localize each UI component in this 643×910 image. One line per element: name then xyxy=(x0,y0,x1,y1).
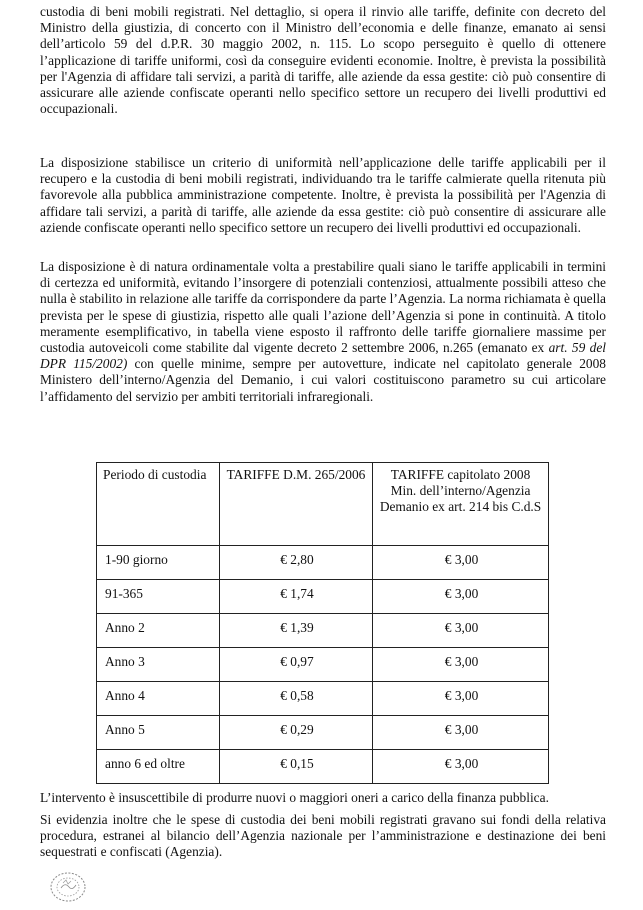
cell-period: 1-90 giorno xyxy=(97,546,220,580)
table-row xyxy=(97,614,549,648)
paragraph-uniformity-criterion: La disposizione stabilisce un criterio di uniformità nell’applicazione delle tariffe applicabili per il recupero e la custodia di beni mobili registrati, individuando tra le tariffe calmierate quella ritenuta più favorevole alla pubblica amministrazione competente. Inoltre, è prevista la possibilità per l'Agenzia di affidare tali servizi, a parità di tariffe, alle aziende da essa gestite: ciò può consentire di assicurare alle aziende confiscate operanti nello specifico settore un recupero dei livelli produttivi ed occupazionali. xyxy=(40,155,606,235)
cell-dm: € 1,39 xyxy=(219,614,372,648)
cell-dm: € 0,15 xyxy=(219,750,372,784)
cell-capitolato: € 3,00 xyxy=(373,580,549,614)
table-row xyxy=(97,546,549,580)
cell-capitolato: € 3,00 xyxy=(373,716,549,750)
table-row xyxy=(97,648,549,682)
cell-capitolato: € 3,00 xyxy=(373,648,549,682)
cell-capitolato: € 3,00 xyxy=(373,546,549,580)
cell-capitolato: € 3,00 xyxy=(373,614,549,648)
header-dm-tariffs: TARIFFE D.M. 265/2006 xyxy=(219,463,372,546)
table-row xyxy=(97,750,549,784)
paragraph-no-new-charges: L’intervento è insuscettibile di produrre nuovi o maggiori oneri a carico della finanza pubblica. xyxy=(40,790,549,805)
paragraph-italic-reference: art. 59 del DPR 115/2002) xyxy=(40,340,607,372)
cell-period: anno 6 ed oltre xyxy=(97,750,220,784)
table-row xyxy=(97,580,549,614)
table-row xyxy=(97,716,549,750)
cell-period: Anno 5 xyxy=(97,716,220,750)
table-row xyxy=(97,682,549,716)
cell-dm: € 1,74 xyxy=(219,580,372,614)
cell-dm: € 2,80 xyxy=(219,546,372,580)
paragraph-custody-costs: Si evidenzia inoltre che le spese di custodia dei beni mobili registrati gravano sui fondi della relativa procedura, estranei al bilancio dell’Agenzia nazionale per l’amministrazione e destinazione dei beni sequestrati e confiscati (Agenzia). xyxy=(40,812,606,860)
cell-capitolato: € 3,00 xyxy=(373,750,549,784)
cell-period: 91-365 xyxy=(97,580,220,614)
cell-capitolato: € 3,00 xyxy=(373,682,549,716)
cell-dm: € 0,97 xyxy=(219,648,372,682)
header-period: Periodo di custodia xyxy=(97,463,220,546)
cell-period: Anno 2 xyxy=(97,614,220,648)
tariff-comparison-table xyxy=(96,462,549,784)
official-seal-icon xyxy=(46,868,92,904)
paragraph-text: La disposizione è di natura ordinamentale volta a prestabilire quali siano le tariffe applicabili in termini di certezza ed uniformità, evitando l’insorgere di potenziali contenziosi, attualmente possibili atteso che nulla è stabilito in relazione alle tariffe da corrispondere da parte l’Agenzia. La norma richiamata è quella prevista per le spese di giustizia, rispetto alle quali l’azione dell’Agenzia si pone in continuità. A titolo meramente esemplificativo, in tabella viene esposto il raffronto delle tariffe giornaliere massime per custodia autoveicoli come stabilite dal vigente decreto 2 settembre 2006, n.265 (emanato ex xyxy=(40,259,606,356)
header-capitolato-tariffs: TARIFFE capitolato 2008 Min. dell’interno/Agenzia Demanio ex art. 214 bis C.d.S xyxy=(373,463,549,546)
cell-period: Anno 4 xyxy=(97,682,220,716)
paragraph-text: con quelle minime, sempre per autovetture, indicate nel capitolato generale 2008 Ministero dell’interno/Agenzia del Demanio, i cui valori costituiscono parametro su cui articolare l’affidamento del servizio per ambiti territoriali infraregionali. xyxy=(40,356,606,404)
cell-dm: € 0,29 xyxy=(219,716,372,750)
paragraph-ordinamental-nature xyxy=(40,259,606,405)
cell-dm: € 0,58 xyxy=(219,682,372,716)
cell-period: Anno 3 xyxy=(97,648,220,682)
paragraph-tariff-reference: custodia di beni mobili registrati. Nel dettaglio, si opera il rinvio alle tariffe, definite con decreto del Ministro della giustizia, di concerto con il Ministro dell’economia e delle finanze, emanato ai sensi dell’articolo 59 del d.P.R. 30 maggio 2002, n. 115. Lo scopo perseguito è quello di ottenere l’applicazione di tariffe uniformi, così da conseguire evidenti economie. Inoltre, è prevista la possibilità per l'Agenzia di affidare tali servizi, a parità di tariffe, alle aziende da essa gestite: ciò può consentire di assicurare alle aziende confiscate operanti nello specifico settore un recupero dei livelli produttivi ed occupazionali. xyxy=(40,4,606,117)
table-header-row xyxy=(97,463,549,546)
